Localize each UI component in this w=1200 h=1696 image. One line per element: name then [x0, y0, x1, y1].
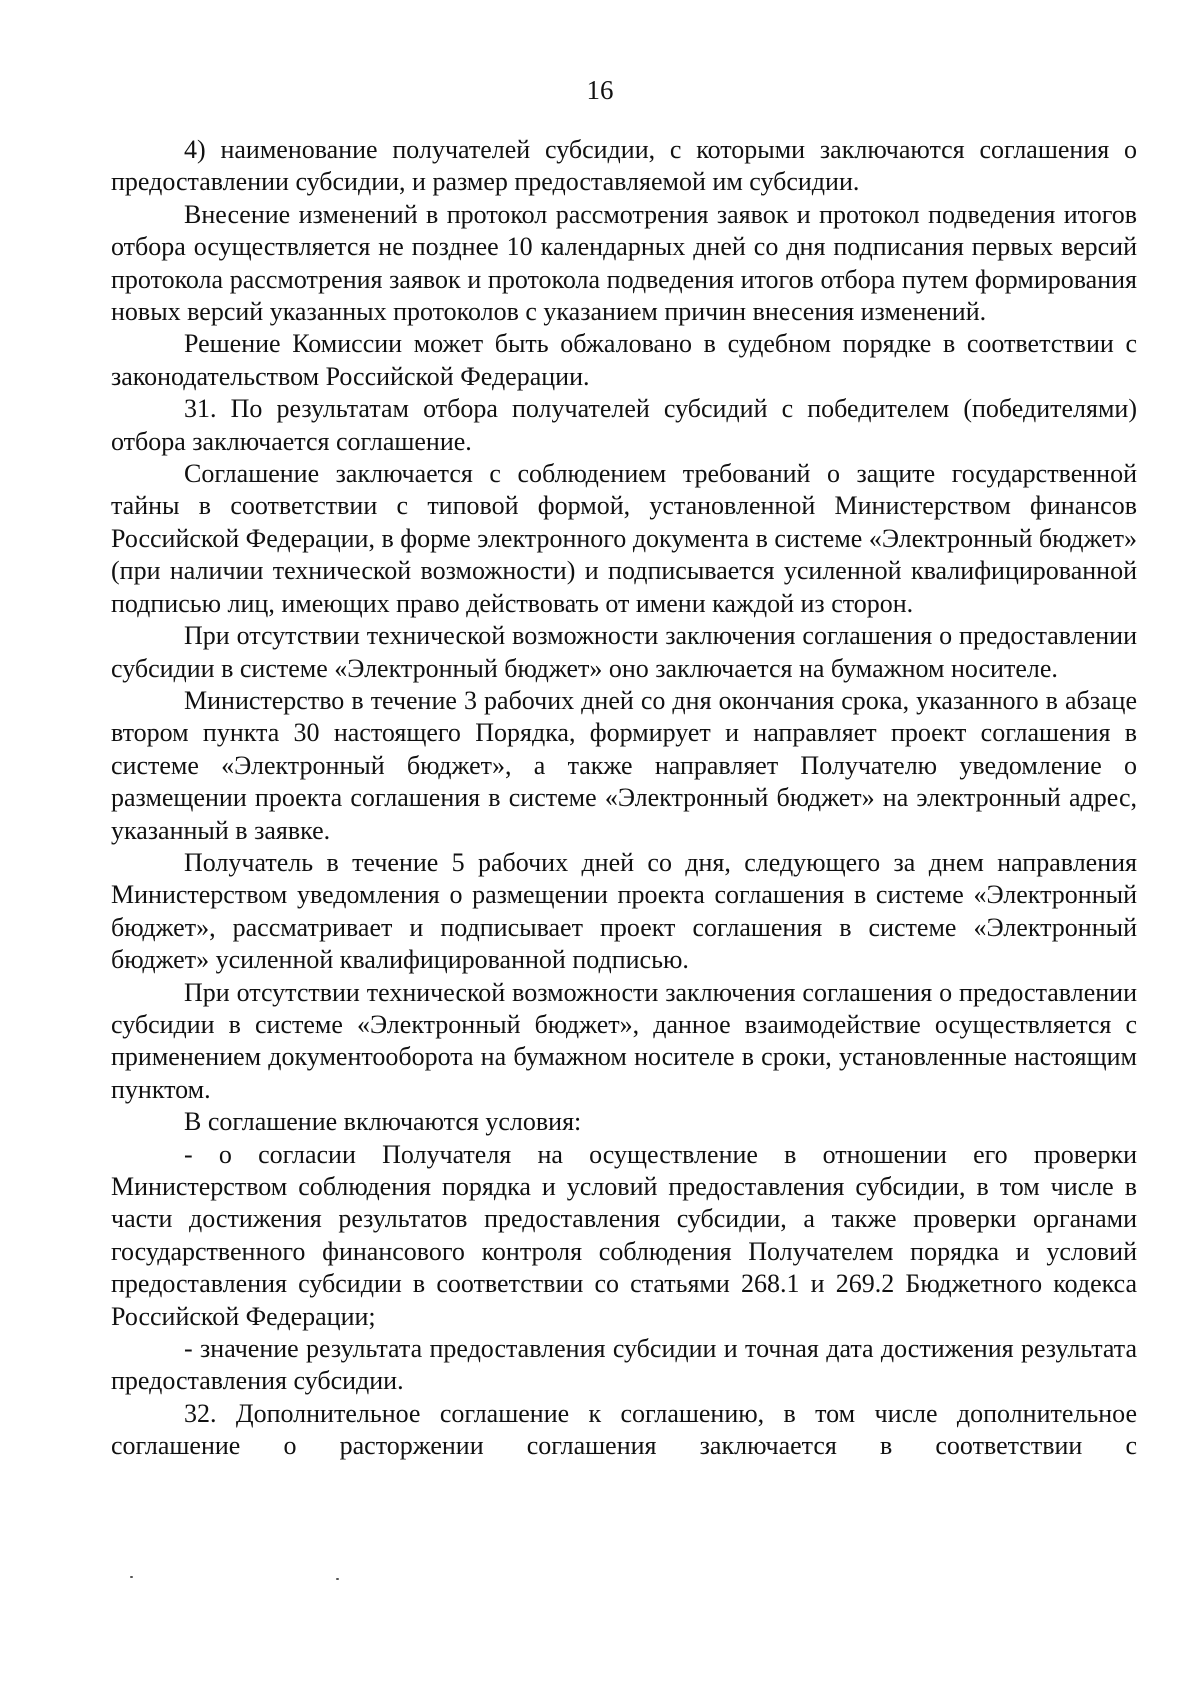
- scan-speck: [336, 1578, 339, 1580]
- document-body: [111, 134, 1137, 1463]
- paragraph-ministry-draft: Министерство в течение 3 рабочих дней со дня окончания срока, указанного в абзаце втором пункта 30 настоящего Порядка, формирует и направляет проект соглашения в системе «Электронный бюджет», а также направляет Получателю уведомление о размещении проекта соглашения в системе «Электронный бюджет» на электронный адрес, указанный в заявке.: [111, 685, 1137, 845]
- paragraph-paper-workflow: При отсутствии технической возможности заключения соглашения о предоставлении субсидии в системе «Электронный бюджет», данное взаимодействие осуществляется с применением документооборота на бумажном носителе в сроки, установленные настоящим пунктом.: [111, 977, 1137, 1104]
- paragraph-conditions-heading: В соглашение включаются условия:: [184, 1107, 582, 1137]
- page-number: 16: [586, 75, 614, 105]
- list-item-result-value: - значение результата предоставления субсидии и точная дата достижения результата предоставления субсидии.: [111, 1334, 1137, 1396]
- paragraph-paper-agreement: При отсутствии технической возможности заключения соглашения о предоставлении субсидии в системе «Электронный бюджет» оно заключается на бумажном носителе.: [111, 621, 1137, 683]
- paragraph-commission-appeal: Решение Комиссии может быть обжаловано в судебном порядке в соответствии с законодательством Российской Федерации.: [111, 329, 1137, 391]
- paragraph-agreement-conclusion: Соглашение заключается с соблюдением требований о защите государственной тайны в соответствии с типовой формой, установленной Министерством финансов Российской Федерации, в форме электронного документа в системе «Электронный бюджет» (при наличии технической возможности) и подписывается усиленной квалифицированной подписью лиц, имеющих право действовать от имени каждой из сторон.: [111, 459, 1137, 618]
- paragraph-clause-31: 31. По результатам отбора получателей субсидий с победителем (победителями) отбора заключается соглашение.: [111, 394, 1137, 456]
- paragraph-item-4: 4) наименование получателей субсидии, с которыми заключаются соглашения о предоставлении субсидии, и размер предоставляемой им субсидии.: [111, 135, 1137, 197]
- list-item-audit-consent: - о согласии Получателя на осуществление в отношении его проверки Министерством соблюдения порядка и условий предоставления субсидии, в том числе в части достижения результатов предоставления субсидии, а также проверки органами государственного финансового контроля соблюдения Получателем порядка и условий предоставления субсидии в соответствии со статьями 268.1 и 269.2 Бюджетного кодекса Российской Федерации;: [111, 1139, 1137, 1331]
- paragraph-protocol-changes: Внесение изменений в протокол рассмотрения заявок и протокол подведения итогов отбора осуществляется не позднее 10 календарных дней со дня подписания первых версий протокола рассмотрения заявок и протокола подведения итогов отбора путем формирования новых версий указанных протоколов с указанием причин внесения изменений.: [111, 199, 1137, 327]
- paragraph-clause-32: 32. Дополнительное соглашение к соглашению, в том числе дополнительное соглашение о расторжении соглашения заключается в соответствии с: [111, 1398, 1137, 1461]
- paragraph-recipient-signing: Получатель в течение 5 рабочих дней со дня, следующего за днем направления Министерством уведомления о размещении проекта соглашения в системе «Электронный бюджет», рассматривает и подписывает проект соглашения в системе «Электронный бюджет» усиленной квалифицированной подписью.: [111, 847, 1137, 975]
- scan-speck: [130, 1576, 133, 1578]
